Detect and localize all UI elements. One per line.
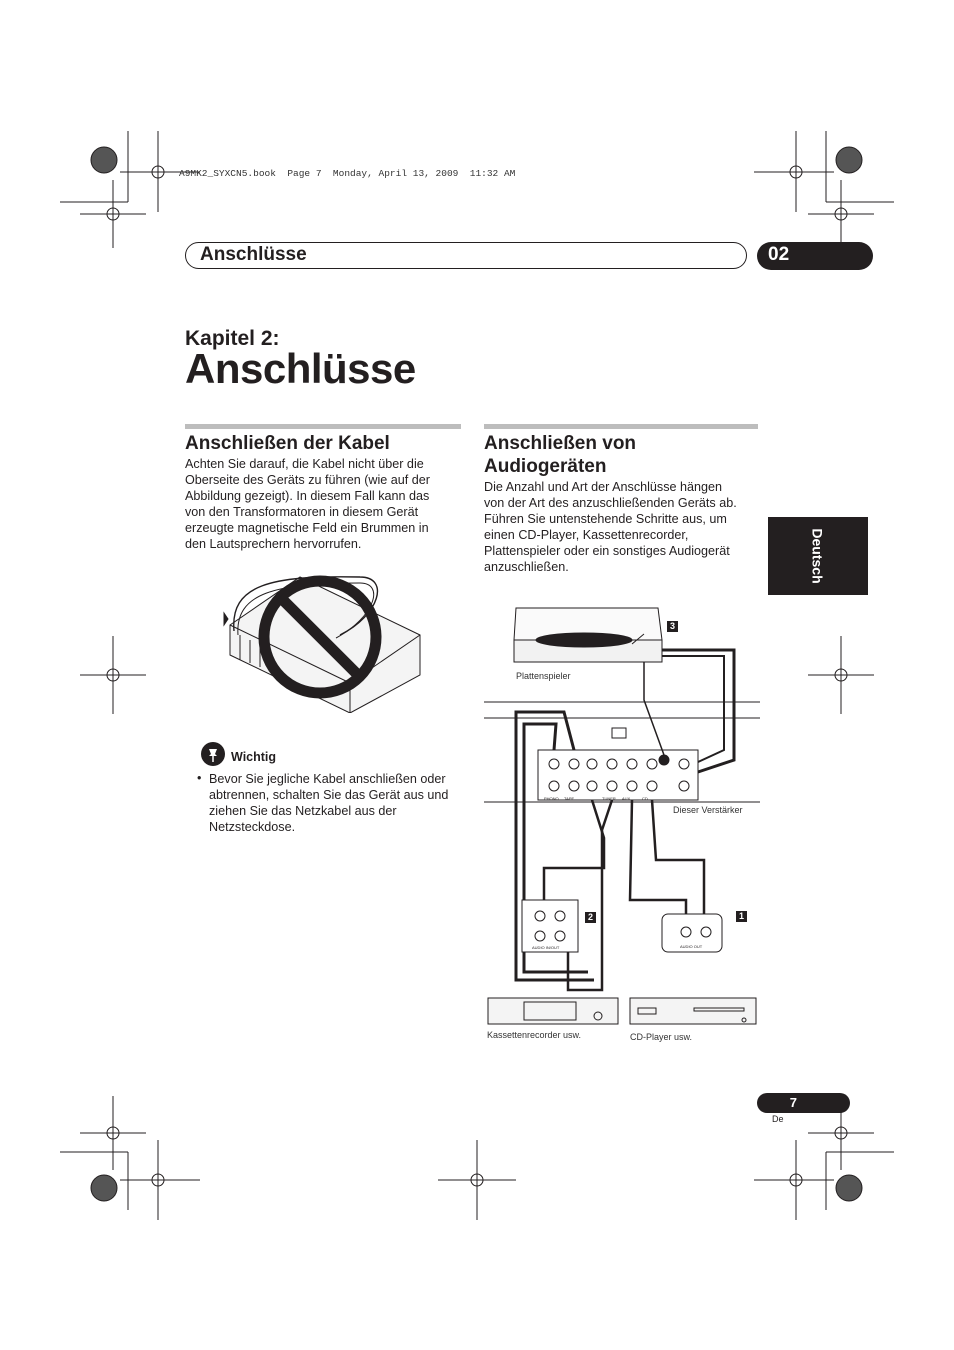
section-title: Anschlüsse: [200, 244, 307, 265]
language-tab-label: [768, 517, 868, 595]
text-line: anzuschließen.: [484, 560, 569, 574]
page-title: Anschlüsse: [185, 345, 416, 392]
section-rule-left: [185, 424, 461, 429]
text-line: Bevor Sie jegliche Kabel anschließen oder: [209, 772, 446, 786]
text-line: Plattenspieler oder ein sonstiges Audiogerät: [484, 544, 730, 558]
text-line: von der Art des anzuschließenden Geräts ab.: [484, 496, 737, 510]
jack-label-cd: CD: [642, 796, 648, 801]
heading-line: Anschließen von: [484, 433, 637, 454]
audio-out-label: AUDIO OUT: [680, 944, 703, 949]
jack-label-phono: PHONO: [544, 796, 559, 801]
text-line: ziehen Sie das Netzkabel aus der: [209, 804, 397, 818]
page-language-code: De: [772, 1114, 784, 1124]
step-3-badge: 3: [667, 621, 678, 632]
cable-prohibition-illustration: [210, 565, 430, 713]
chapter-number: 02: [768, 244, 790, 265]
text-line: einen CD-Player, Kassettenrecorder,: [484, 528, 689, 542]
important-label: Wichtig: [231, 750, 277, 764]
cables-paragraph: [185, 456, 465, 552]
page-number: 7: [789, 1095, 797, 1110]
audio-in-out-label: AUDIO IN/OUT: [532, 945, 560, 950]
audio-paragraph: [484, 479, 759, 575]
text-line: Abbildung gezeigt). In diesem Fall kann das: [185, 489, 430, 503]
section-heading-cables: Anschließen der Kabel: [185, 433, 390, 454]
jack-label-aux: AUX: [622, 796, 631, 801]
language-tab-text: Deutsch: [809, 528, 826, 584]
amplifier-caption: Dieser Verstärker: [673, 805, 743, 815]
bullet-marker: •: [197, 771, 202, 785]
section-rule-right: [484, 424, 758, 429]
print-header: A9MK2_SYXCN5.book Page 7 Monday, April 13, 2009 11:32 AM: [179, 168, 516, 179]
jack-label-tuner: TUNER: [602, 796, 616, 801]
text-line: Die Anzahl und Art der Anschlüsse hängen: [484, 480, 723, 494]
connection-diagram: [484, 600, 760, 1050]
section-heading-audio: [484, 432, 636, 478]
text-line: abtrennen, schalten Sie das Gerät aus und: [209, 788, 449, 802]
text-line: Führen Sie untenstehende Schritte aus, um: [484, 512, 727, 526]
text-line: den Lautsprechern hervorrufen.: [185, 537, 362, 551]
text-line: erzeugte magnetische Feld ein Brummen in: [185, 521, 429, 535]
cd-player-caption: CD-Player usw.: [630, 1032, 693, 1042]
text-line: Achten Sie darauf, die Kabel nicht über die: [185, 457, 424, 471]
text-line: von den Transformatoren in diesem Gerät: [185, 505, 419, 519]
heading-line: Audiogeräten: [484, 456, 607, 477]
cassette-caption: Kassettenrecorder usw.: [487, 1030, 582, 1040]
text-line: Oberseite des Geräts zu führen (wie auf der: [185, 473, 431, 487]
turntable-caption: Plattenspieler: [516, 671, 571, 681]
step-2-badge: 2: [585, 912, 596, 923]
text-line: Netzsteckdose.: [209, 820, 296, 834]
important-bullet-text: [209, 771, 464, 835]
jack-label-tape: TAPE: [564, 796, 575, 801]
important-pin-icon: [200, 741, 226, 767]
chapter-label: Kapitel 2:: [185, 327, 280, 350]
step-1-badge: 1: [736, 911, 747, 922]
